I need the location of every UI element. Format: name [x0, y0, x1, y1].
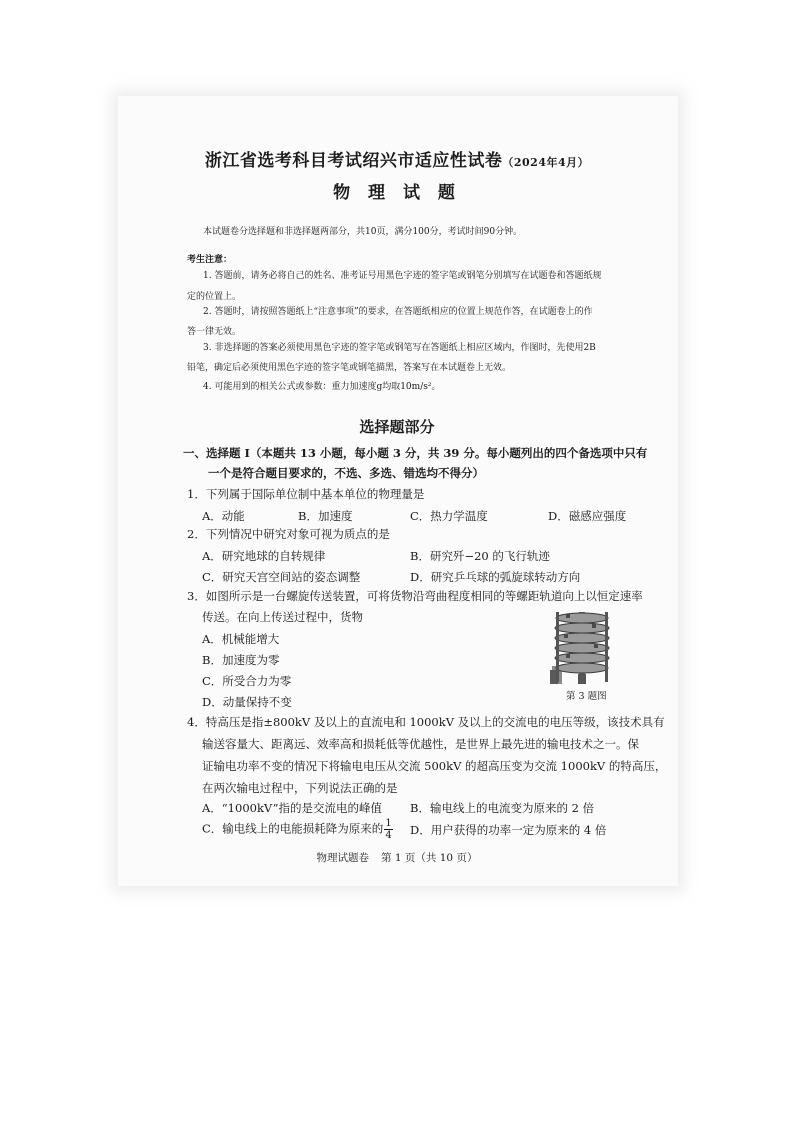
fraction-one-quarter — [384, 818, 392, 841]
note-line: 定的位置上。 — [187, 292, 242, 302]
question-4-option-c — [202, 818, 393, 841]
footer-page-number: 第 1 页（共 10 页） — [381, 852, 478, 864]
part-heading-line2: 一个是符合题目要求的，不选、多选、错选均不得分） — [208, 466, 484, 480]
question-4-stem-line2: 输送容量大、距离远、效率高和损耗低等优越性，是世界上最先进的输电技术之一。保 — [202, 737, 639, 751]
question-3-stem-line1: 3．如图所示是一台螺旋传送装置，可将货物沿弯曲程度相同的等螺距轨道向上以恒定速率 — [187, 589, 643, 603]
question-4-stem-line3: 证输电功率不变的情况下将输电电压从交流 500kV 的超高压变为交流 1000kV 的特高压， — [202, 759, 667, 773]
notes-heading: 考生注意： — [187, 255, 233, 265]
question-1-stem: 1．下列属于国际单位制中基本单位的物理量是 — [187, 487, 425, 501]
exam-title-text: 浙江省选考科目考试绍兴市适应性试卷 — [204, 151, 503, 171]
note-line: 1. 答题前，请务必将自己的姓名、准考证号用黑色字迹的签字笔或钢笔分别填写在试题卷和答题纸规 — [203, 271, 602, 281]
fraction-denominator: 4 — [385, 830, 392, 841]
subject-title: 物 理 试 题 — [333, 183, 461, 203]
question-3-stem-line2: 传送。在向上传送过程中，货物 — [202, 610, 363, 624]
spiral-conveyor-figure — [548, 608, 616, 686]
question-2-option-d: D．研究乒乓球的弧旋球转动方向 — [410, 570, 581, 584]
question-1-option-a: A．动能 — [202, 509, 245, 523]
part-heading-line1: 一、选择题 Ⅰ（本题共 13 小题，每小题 3 分，共 39 分。每小题列出的四个备选项中只有 — [183, 446, 648, 460]
question-1-option-d: D．磁感应强度 — [548, 509, 627, 523]
footer-paper-name: 物理试题卷 — [316, 852, 370, 864]
page-footer — [0, 850, 794, 865]
note-line: 答一律无效。 — [187, 327, 242, 337]
question-4-option-b: B．输电线上的电流变为原来的 2 倍 — [410, 801, 595, 815]
fraction-numerator: 1 — [385, 818, 392, 829]
question-2-option-a: A．研究地球的自转规律 — [202, 549, 326, 563]
question-4-stem-line1: 4．特高压是指±800kV 及以上的直流电和 1000kV 及以上的交流电的电压等级，该技术具有 — [187, 715, 665, 729]
question-3-option-a: A．机械能增大 — [202, 632, 280, 646]
exam-date: （2024年4月） — [502, 156, 590, 169]
section-title: 选择题部分 — [359, 418, 435, 436]
note-line: 2. 答题时，请按照答题纸上“注意事项”的要求，在答题纸相应的位置上规范作答，在试题卷上的作 — [203, 307, 593, 317]
question-4-option-c-text: C．输电线上的电能损耗降为原来的 — [202, 821, 384, 836]
note-line: 3. 非选择题的答案必须使用黑色字迹的签字笔或钢笔写在答题纸上相应区域内，作图时，先使用2B — [203, 343, 596, 353]
intro-text: 本试题卷分选择题和非选择题两部分，共10页，满分100分，考试时间90分钟。 — [203, 227, 523, 237]
question-1-option-b: B．加速度 — [298, 509, 353, 523]
note-line: 4. 可能用到的相关公式或参数：重力加速度g均取10m/s²。 — [203, 382, 441, 392]
question-3-option-d: D．动量保持不变 — [202, 695, 292, 709]
figure-caption: 第 3 题图 — [566, 691, 607, 702]
question-1-option-c: C．热力学温度 — [410, 509, 488, 523]
question-4-stem-line4: 在两次输电过程中，下列说法正确的是 — [202, 781, 398, 795]
question-2-option-c: C．研究天宫空间站的姿态调整 — [202, 570, 361, 584]
question-4-option-d: D．用户获得的功率一定为原来的 4 倍 — [410, 823, 607, 837]
note-line: 铅笔，确定后必须使用黑色字迹的签字笔或钢笔描黑，答案写在本试题卷上无效。 — [187, 363, 512, 373]
exam-title — [0, 146, 794, 171]
question-4-option-a: A．“1000kV”指的是交流电的峰值 — [202, 801, 383, 815]
question-3-option-c: C．所受合力为零 — [202, 674, 292, 688]
question-3-option-b: B．加速度为零 — [202, 653, 280, 667]
question-2-option-b: B．研究歼−20 的飞行轨迹 — [410, 549, 550, 563]
question-2-stem: 2．下列情况中研究对象可视为质点的是 — [187, 527, 390, 541]
